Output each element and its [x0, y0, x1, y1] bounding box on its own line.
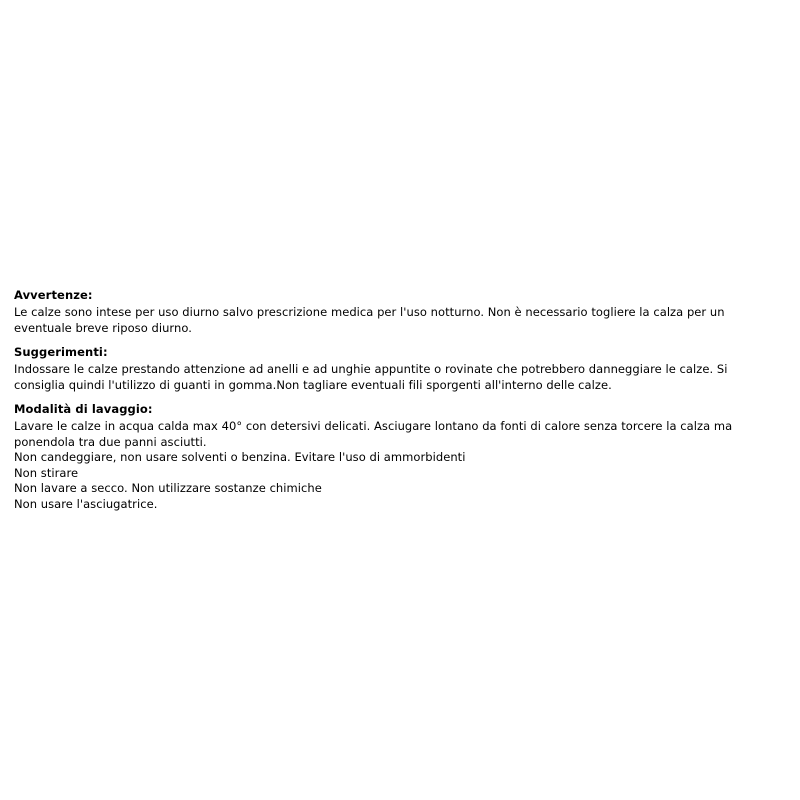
- section-paragraph: Indossare le calze prestando attenzione ad anelli e ad unghie appuntite o rovinate che potrebbero danneggiare le calze. Si consiglia quindi l'utilizzo di guanti in gomma.Non tagliare eventuali fili sporgenti all'interno delle calze.: [14, 362, 728, 392]
- section-paragraph: Lavare le calze in acqua calda max 40° con detersivi delicati. Asciugare lontano da fonti di calore senza torcere la calza ma ponendola tra due panni asciutti.: [14, 419, 733, 449]
- section-paragraph: Le calze sono intese per uso diurno salvo prescrizione medica per l'uso notturno. Non è necessario togliere la calza per un eventuale breve riposo diurno.: [14, 305, 725, 335]
- section-heading: Modalità di lavaggio:: [14, 402, 153, 416]
- section-paragraph: Non candeggiare, non usare solventi o benzina. Evitare l'uso di ammorbidenti: [14, 450, 466, 464]
- section-modalita-di-lavaggio: [14, 402, 786, 512]
- section-heading: Suggerimenti:: [14, 345, 108, 359]
- section-paragraph: Non lavare a secco. Non utilizzare sostanze chimiche: [14, 481, 322, 495]
- section-avvertenze: [14, 288, 786, 336]
- document-content: [14, 288, 786, 512]
- section-suggerimenti: [14, 345, 786, 393]
- section-heading: Avvertenze:: [14, 288, 93, 302]
- section-paragraph: Non usare l'asciugatrice.: [14, 496, 158, 511]
- section-paragraph: Non stirare: [14, 465, 79, 480]
